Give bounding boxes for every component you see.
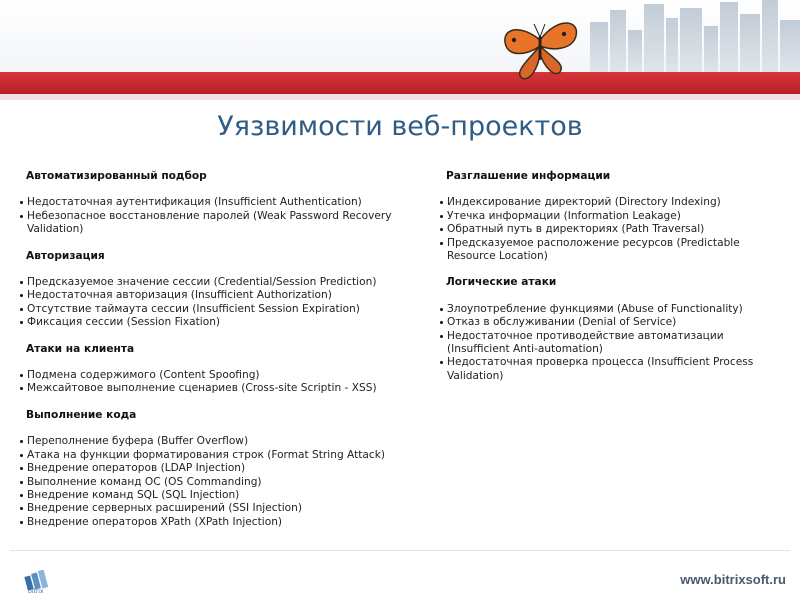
- city-skyline-graphic: [0, 0, 800, 100]
- section-title: Выполнение кода: [26, 408, 137, 421]
- list-item: Фиксация сессии (Session Fixation): [20, 316, 420, 329]
- vuln-list: [20, 435, 420, 529]
- section-authorization: [20, 250, 420, 330]
- bitrix-logo: [24, 570, 50, 598]
- list-item: Утечка информации (Information Leakage): [440, 210, 785, 223]
- list-item: Недостаточное противодействие автоматизации (Insufficient Anti-automation): [440, 330, 785, 357]
- section-brute-force: [20, 170, 420, 237]
- list-item: Злоупотребление функциями (Abuse of Functionality): [440, 303, 785, 316]
- list-item: Внедрение операторов (LDAP Injection): [20, 462, 420, 475]
- page-title: Уязвимости веб-проектов: [217, 111, 583, 142]
- section-title: Логические атаки: [446, 276, 557, 289]
- list-item: Внедрение команд SQL (SQL Injection): [20, 489, 420, 502]
- list-item: Отсутствие таймаута сессии (Insufficient Session Expiration): [20, 303, 420, 316]
- footer-url[interactable]: www.bitrixsoft.ru: [680, 572, 786, 587]
- section-code-execution: [20, 409, 420, 529]
- section-information-disclosure: [440, 170, 785, 263]
- list-item: Небезопасное восстановление паролей (Weak Password Recovery Validation): [20, 210, 420, 237]
- vuln-list: [20, 196, 420, 236]
- logo-text: bitrix: [28, 588, 44, 594]
- vuln-list: [20, 276, 420, 330]
- list-item: Недостаточная аутентификация (Insufficient Authentication): [20, 196, 420, 209]
- buildings: [590, 0, 800, 74]
- list-item: Внедрение операторов XPath (XPath Injection): [20, 516, 420, 529]
- list-item: Внедрение серверных расширений (SSI Injection): [20, 502, 420, 515]
- section-title: Авторизация: [26, 249, 105, 262]
- bitrix-logo-icon: [24, 570, 50, 594]
- footer-divider: [10, 550, 790, 551]
- header-banner: [0, 0, 800, 100]
- section-client-attacks: [20, 343, 420, 396]
- list-item: Отказ в обслуживании (Denial of Service): [440, 316, 785, 329]
- list-item: Межсайтовое выполнение сценариев (Cross-site Scriptin - XSS): [20, 382, 420, 395]
- list-item: Предсказуемое значение сессии (Credential/Session Prediction): [20, 276, 420, 289]
- list-item: Индексирование директорий (Directory Indexing): [440, 196, 785, 209]
- vuln-list: [20, 369, 420, 396]
- vuln-list: [440, 303, 785, 383]
- list-item: Недостаточная проверка процесса (Insufficient Process Validation): [440, 356, 785, 383]
- section-title: Разглашение информации: [446, 170, 611, 182]
- list-item: Переполнение буфера (Buffer Overflow): [20, 435, 420, 448]
- right-column: [440, 170, 785, 396]
- list-item: Обратный путь в директориях (Path Traversal): [440, 223, 785, 236]
- list-item: Атака на функции форматирования строк (Format String Attack): [20, 449, 420, 462]
- list-item: Недостаточная авторизация (Insufficient Authorization): [20, 289, 420, 302]
- section-title: Атаки на клиента: [26, 342, 135, 355]
- footer: [0, 548, 800, 600]
- left-column: [20, 170, 420, 542]
- section-logical-attacks: [440, 276, 785, 383]
- list-item: Предсказуемое расположение ресурсов (Predictable Resource Location): [440, 237, 785, 264]
- section-title: Автоматизированный подбор: [26, 170, 207, 182]
- vuln-list: [440, 196, 785, 263]
- list-item: Подмена содержимого (Content Spoofing): [20, 369, 420, 382]
- list-item: Выполнение команд ОС (OS Commanding): [20, 476, 420, 489]
